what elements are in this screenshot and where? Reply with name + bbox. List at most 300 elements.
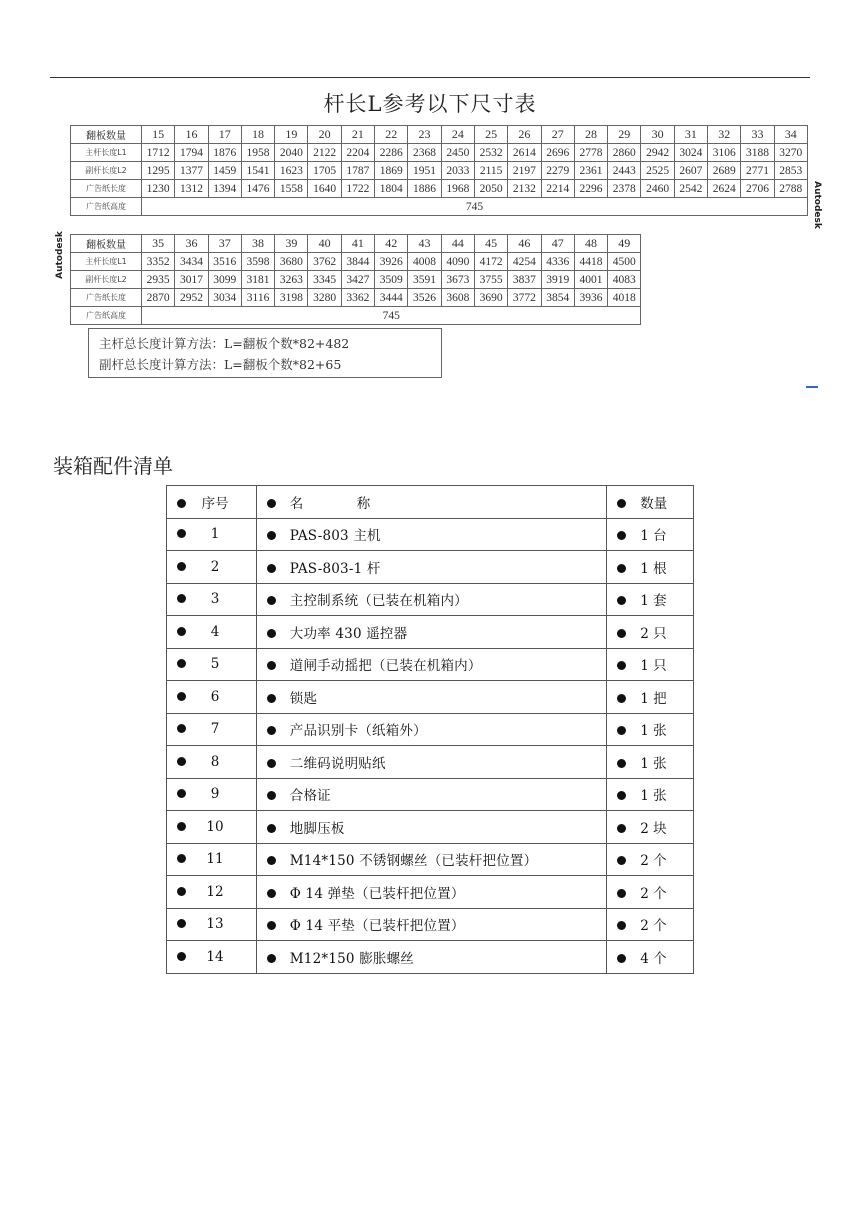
dimension-cell: 15: [142, 126, 175, 144]
item-no: 2: [210, 558, 220, 575]
bullet-icon: [617, 889, 626, 898]
dimension-cell: 2033: [441, 162, 474, 180]
dimension-cell: 2788: [774, 180, 807, 198]
item-name: M12*150 膨胀螺丝: [289, 950, 414, 967]
dimension-cell: 2040: [275, 144, 308, 162]
table-row: [167, 681, 694, 714]
dimension-cell: 3509: [375, 271, 408, 289]
item-name-cell: [256, 811, 606, 844]
bullet-icon: [177, 887, 186, 896]
item-name-cell: [256, 713, 606, 746]
dimension-cell: 3854: [541, 289, 574, 307]
bullet-icon: [267, 596, 276, 605]
bullet-icon: [177, 919, 186, 928]
dimension-cell: 1623: [275, 162, 308, 180]
bullet-icon: [177, 594, 186, 603]
item-name-cell: [256, 778, 606, 811]
dimension-cell: 3936: [574, 289, 607, 307]
dimension-cell: 45: [474, 235, 507, 253]
ad-height-cell: 745: [142, 307, 641, 325]
item-qty-cell: [607, 713, 694, 746]
dimension-cell: 4008: [408, 253, 441, 271]
item-name: Φ 14 弹垫（已装杆把位置）: [289, 885, 465, 902]
dimension-cell: 36: [175, 235, 208, 253]
item-no: 1: [210, 526, 220, 543]
item-qty-cell: [607, 778, 694, 811]
dimension-row-counts: [71, 126, 808, 144]
dimension-cell: 2853: [774, 162, 807, 180]
table-row: [167, 583, 694, 616]
side-watermark-left: Autodesk: [54, 231, 65, 279]
table-row: [167, 713, 694, 746]
dimension-cell: 31: [674, 126, 707, 144]
dimension-cell: 3608: [441, 289, 474, 307]
item-no-cell: [167, 518, 257, 551]
dimension-cell: 38: [241, 235, 274, 253]
item-no-cell: [167, 551, 257, 584]
dimension-cell: 39: [275, 235, 308, 253]
item-name-cell: [256, 681, 606, 714]
dimension-cell: 1312: [175, 180, 208, 198]
item-no-cell: [167, 713, 257, 746]
bullet-icon: [267, 531, 276, 540]
dimension-row-ad-height: [71, 198, 808, 216]
dimension-cell: 4018: [608, 289, 641, 307]
item-name: 地脚压板: [289, 820, 345, 837]
dimension-cell: 46: [508, 235, 541, 253]
bullet-icon: [617, 531, 626, 540]
dimension-cell: 3755: [474, 271, 507, 289]
dimension-cell: 2870: [142, 289, 175, 307]
dimension-cell: 2952: [175, 289, 208, 307]
dimension-cell: 2368: [408, 144, 441, 162]
item-qty-cell: [607, 843, 694, 876]
dimension-cell: 3919: [541, 271, 574, 289]
dimension-cell: 2706: [741, 180, 774, 198]
item-no: 10: [206, 818, 224, 835]
dimension-cell: 1295: [142, 162, 175, 180]
dimension-cell: 2860: [608, 144, 641, 162]
item-name-cell: [256, 583, 606, 616]
dimension-cell: 2132: [508, 180, 541, 198]
bullet-icon: [267, 824, 276, 833]
dimension-cell: 4083: [608, 271, 641, 289]
item-name-cell: [256, 843, 606, 876]
bullet-icon: [267, 954, 276, 963]
table-row: [167, 843, 694, 876]
table-row: [167, 648, 694, 681]
table-row: [167, 518, 694, 551]
bullet-icon: [177, 499, 186, 508]
bullet-icon: [267, 694, 276, 703]
dimension-row-sub-rod: [71, 271, 641, 289]
dimension-cell: 41: [341, 235, 374, 253]
dimension-cell: 1476: [241, 180, 274, 198]
item-qty-cell: [607, 583, 694, 616]
dimension-cell: 2296: [574, 180, 607, 198]
item-no: 4: [210, 623, 220, 640]
dimension-cell: 1794: [175, 144, 208, 162]
dimension-cell: 43: [408, 235, 441, 253]
bullet-icon: [267, 759, 276, 768]
item-no-cell: [167, 811, 257, 844]
dimension-cell: 3762: [308, 253, 341, 271]
item-name-cell: [256, 648, 606, 681]
header-name: 名 称: [289, 495, 391, 512]
item-qty: 1 台: [640, 528, 667, 545]
dimension-cell: 1722: [341, 180, 374, 198]
item-no: 14: [206, 948, 224, 965]
dimension-cell: 1230: [142, 180, 175, 198]
dimension-cell: 2624: [708, 180, 741, 198]
bullet-icon: [617, 726, 626, 735]
item-no: 3: [210, 591, 220, 608]
row-label: 副杆长度L2: [71, 271, 142, 289]
item-qty: 1 张: [640, 755, 667, 772]
dimension-cell: 40: [308, 235, 341, 253]
dimension-cell: 3263: [275, 271, 308, 289]
dimension-cell: 3690: [474, 289, 507, 307]
item-name-cell: [256, 551, 606, 584]
item-qty-cell: [607, 648, 694, 681]
dimension-cell: 17: [208, 126, 241, 144]
dimension-cell: 3772: [508, 289, 541, 307]
dimension-cell: 4090: [441, 253, 474, 271]
dimension-cell: 2614: [508, 144, 541, 162]
dimension-cell: 2607: [674, 162, 707, 180]
bullet-icon: [267, 791, 276, 800]
dimension-cell: 3181: [241, 271, 274, 289]
bullet-icon: [267, 661, 276, 670]
dimension-cell: 29: [608, 126, 641, 144]
item-qty: 1 只: [640, 658, 667, 675]
dimension-cell: 3024: [674, 144, 707, 162]
bullet-icon: [267, 499, 276, 508]
dimension-cell: 32: [708, 126, 741, 144]
dimension-cell: 3837: [508, 271, 541, 289]
dimension-row-main-rod: [71, 144, 808, 162]
dimension-cell: 4418: [574, 253, 607, 271]
dimension-row-ad-length: [71, 289, 641, 307]
bullet-icon: [177, 822, 186, 831]
dimension-cell: 3526: [408, 289, 441, 307]
item-no-cell: [167, 746, 257, 779]
item-name: 二维码说明贴纸: [289, 755, 386, 772]
dimension-cell: 1558: [275, 180, 308, 198]
dimension-cell: 3444: [375, 289, 408, 307]
dimension-cell: 2778: [574, 144, 607, 162]
bullet-icon: [267, 921, 276, 930]
item-qty: 1 根: [640, 560, 667, 577]
item-name: Φ 14 平垫（已装杆把位置）: [289, 918, 465, 935]
bullet-icon: [617, 694, 626, 703]
dimension-row-ad-length: [71, 180, 808, 198]
bullet-icon: [177, 529, 186, 538]
dimension-chart-title: 杆长L参考以下尺寸表: [323, 92, 537, 116]
item-name: 大功率 430 遥控器: [289, 625, 408, 642]
bullet-icon: [267, 629, 276, 638]
dimension-cell: 1787: [341, 162, 374, 180]
dimension-cell: 2460: [641, 180, 674, 198]
dimension-cell: 33: [741, 126, 774, 144]
dimension-table-2: [70, 234, 641, 325]
dimension-cell: 48: [574, 235, 607, 253]
item-qty: 4 个: [640, 950, 667, 967]
item-qty: 2 个: [640, 918, 667, 935]
item-name-cell: [256, 941, 606, 974]
bullet-icon: [617, 856, 626, 865]
dimension-cell: 2197: [508, 162, 541, 180]
dimension-cell: 3116: [241, 289, 274, 307]
bullet-icon: [177, 627, 186, 636]
dimension-cell: 3427: [341, 271, 374, 289]
dimension-cell: 2286: [375, 144, 408, 162]
item-name: 合格证: [289, 788, 331, 805]
bullet-icon: [177, 757, 186, 766]
dimension-cell: 20: [308, 126, 341, 144]
bullet-icon: [617, 954, 626, 963]
dimension-cell: 2279: [541, 162, 574, 180]
dimension-cell: 2050: [474, 180, 507, 198]
row-label: 翻板数量: [71, 235, 142, 253]
dimension-cell: 4001: [574, 271, 607, 289]
dimension-cell: 2122: [308, 144, 341, 162]
top-divider: [50, 77, 810, 78]
bullet-icon: [617, 596, 626, 605]
dimension-cell: 28: [574, 126, 607, 144]
table-row: [167, 551, 694, 584]
dimension-cell: 1459: [208, 162, 241, 180]
bullet-icon: [617, 629, 626, 638]
dimension-table-1: [70, 125, 808, 216]
bullet-icon: [267, 564, 276, 573]
bullet-icon: [177, 854, 186, 863]
dimension-cell: 16: [175, 126, 208, 144]
dimension-cell: 3926: [375, 253, 408, 271]
item-qty: 1 把: [640, 690, 667, 707]
row-label: 主杆长度L1: [71, 144, 142, 162]
dimension-cell: 2542: [674, 180, 707, 198]
ad-height-cell: 745: [142, 198, 808, 216]
dimension-cell: 3598: [241, 253, 274, 271]
dimension-cell: 3844: [341, 253, 374, 271]
dimension-cell: 3099: [208, 271, 241, 289]
table-row: [167, 908, 694, 941]
dimension-cell: 2525: [641, 162, 674, 180]
item-no-cell: [167, 908, 257, 941]
bullet-icon: [617, 499, 626, 508]
dimension-cell: 2696: [541, 144, 574, 162]
dimension-cell: 19: [275, 126, 308, 144]
dimension-cell: 3352: [142, 253, 175, 271]
dimension-cell: 49: [608, 235, 641, 253]
dimension-cell: 1968: [441, 180, 474, 198]
header-no: 序号: [201, 495, 229, 512]
item-qty-cell: [607, 876, 694, 909]
dimension-row-sub-rod: [71, 162, 808, 180]
dimension-cell: 3280: [308, 289, 341, 307]
dimension-cell: 25: [474, 126, 507, 144]
item-name: 道闸手动摇把（已装在机箱内）: [289, 658, 482, 675]
item-no-cell: [167, 941, 257, 974]
bullet-icon: [617, 661, 626, 670]
item-name: PAS-803 主机: [289, 528, 381, 545]
dimension-cell: 3270: [774, 144, 807, 162]
sub-rod-formula: 副杆总长度计算方法：L=翻板个数*82+65: [99, 357, 342, 372]
row-label: 广告纸长度: [71, 180, 142, 198]
dimension-cell: 3434: [175, 253, 208, 271]
dimension-cell: 47: [541, 235, 574, 253]
row-label: 副杆长度L2: [71, 162, 142, 180]
header-qty: 数量: [640, 495, 668, 512]
item-no: 6: [210, 688, 220, 705]
item-no: 12: [206, 883, 224, 900]
item-qty: 1 套: [640, 593, 667, 610]
item-qty: 2 个: [640, 885, 667, 902]
dimension-cell: 34: [774, 126, 807, 144]
table-row: [167, 811, 694, 844]
item-qty-cell: [607, 908, 694, 941]
row-label: 广告纸高度: [71, 198, 142, 216]
item-no-cell: [167, 616, 257, 649]
dimension-cell: 4500: [608, 253, 641, 271]
dimension-cell: 3591: [408, 271, 441, 289]
dimension-cell: 42: [375, 235, 408, 253]
formula-box: [88, 328, 442, 378]
item-no-cell: [167, 876, 257, 909]
item-qty-cell: [607, 746, 694, 779]
dimension-cell: 3198: [275, 289, 308, 307]
bullet-icon: [177, 692, 186, 701]
item-name: 锁匙: [289, 690, 318, 707]
item-qty: 2 块: [640, 820, 667, 837]
dimension-cell: 4254: [508, 253, 541, 271]
item-name-cell: [256, 616, 606, 649]
packing-list-table: [166, 485, 694, 974]
dimension-cell: 44: [441, 235, 474, 253]
item-no-cell: [167, 583, 257, 616]
header-qty-cell: [607, 486, 694, 519]
table-row: [167, 616, 694, 649]
item-no-cell: [167, 681, 257, 714]
item-qty-cell: [607, 616, 694, 649]
dimension-row-main-rod: [71, 253, 641, 271]
dimension-cell: 1951: [408, 162, 441, 180]
dimension-cell: 3516: [208, 253, 241, 271]
row-label: 主杆长度L1: [71, 253, 142, 271]
item-name: M14*150 不锈钢螺丝（已装杆把位置）: [289, 853, 538, 870]
dimension-cell: 2935: [142, 271, 175, 289]
dimension-cell: 1958: [241, 144, 274, 162]
dimension-cell: 3017: [175, 271, 208, 289]
dimension-cell: 3680: [275, 253, 308, 271]
table-row: [167, 746, 694, 779]
dimension-cell: 1705: [308, 162, 341, 180]
item-qty: 2 个: [640, 853, 667, 870]
item-qty: 1 张: [640, 788, 667, 805]
dimension-cell: 2361: [574, 162, 607, 180]
dimension-cell: 2689: [708, 162, 741, 180]
dimension-cell: 3188: [741, 144, 774, 162]
dimension-cell: 1377: [175, 162, 208, 180]
bullet-icon: [177, 789, 186, 798]
dimension-cell: 1640: [308, 180, 341, 198]
row-label: 广告纸长度: [71, 289, 142, 307]
dimension-cell: 35: [142, 235, 175, 253]
item-no: 5: [210, 656, 220, 673]
item-no-cell: [167, 843, 257, 876]
dimension-cell: 2942: [641, 144, 674, 162]
dimension-cell: 1804: [375, 180, 408, 198]
packing-list-header-row: [167, 486, 694, 519]
dimension-cell: 1394: [208, 180, 241, 198]
dimension-row-ad-height: [71, 307, 641, 325]
bullet-icon: [177, 724, 186, 733]
dimension-cell: 2443: [608, 162, 641, 180]
dimension-cell: 3106: [708, 144, 741, 162]
dimension-cell: 23: [408, 126, 441, 144]
bullet-icon: [617, 759, 626, 768]
dimension-cell: 2115: [474, 162, 507, 180]
bullet-icon: [177, 562, 186, 571]
main-rod-formula: 主杆总长度计算方法：L=翻板个数*82+482: [99, 336, 350, 351]
item-name: PAS-803-1 杆: [289, 560, 381, 577]
bullet-icon: [267, 856, 276, 865]
dimension-cell: 18: [241, 126, 274, 144]
header-name-cell: [256, 486, 606, 519]
item-no: 9: [210, 786, 220, 803]
item-qty: 1 张: [640, 723, 667, 740]
dimension-cell: 22: [375, 126, 408, 144]
dimension-cell: 1886: [408, 180, 441, 198]
item-no: 7: [210, 721, 220, 738]
dimension-cell: 2214: [541, 180, 574, 198]
item-name-cell: [256, 746, 606, 779]
item-qty-cell: [607, 681, 694, 714]
dimension-row-counts: [71, 235, 641, 253]
side-watermark-right: Autodesk: [811, 181, 822, 229]
row-label: 翻板数量: [71, 126, 142, 144]
item-qty: 2 只: [640, 625, 667, 642]
item-name-cell: [256, 518, 606, 551]
bullet-icon: [177, 659, 186, 668]
packing-list-title: 装箱配件清单: [53, 454, 173, 478]
dimension-cell: 3345: [308, 271, 341, 289]
dimension-cell: 27: [541, 126, 574, 144]
item-name: 产品识别卡（纸箱外）: [289, 723, 427, 740]
dimension-cell: 30: [641, 126, 674, 144]
dimension-cell: 3034: [208, 289, 241, 307]
item-qty-cell: [607, 811, 694, 844]
bullet-icon: [617, 791, 626, 800]
dimension-cell: 26: [508, 126, 541, 144]
item-name: 主控制系统（已装在机箱内）: [289, 593, 468, 610]
table-row: [167, 778, 694, 811]
dimension-cell: 2204: [341, 144, 374, 162]
dimension-cell: 1876: [208, 144, 241, 162]
dimension-cell: 3362: [341, 289, 374, 307]
item-no-cell: [167, 648, 257, 681]
bullet-icon: [267, 726, 276, 735]
dimension-cell: 24: [441, 126, 474, 144]
header-no-cell: [167, 486, 257, 519]
item-qty-cell: [607, 941, 694, 974]
dimension-cell: 1712: [142, 144, 175, 162]
bullet-icon: [267, 889, 276, 898]
dimension-cell: 2450: [441, 144, 474, 162]
dimension-cell: 1541: [241, 162, 274, 180]
blue-mark: [806, 386, 818, 388]
